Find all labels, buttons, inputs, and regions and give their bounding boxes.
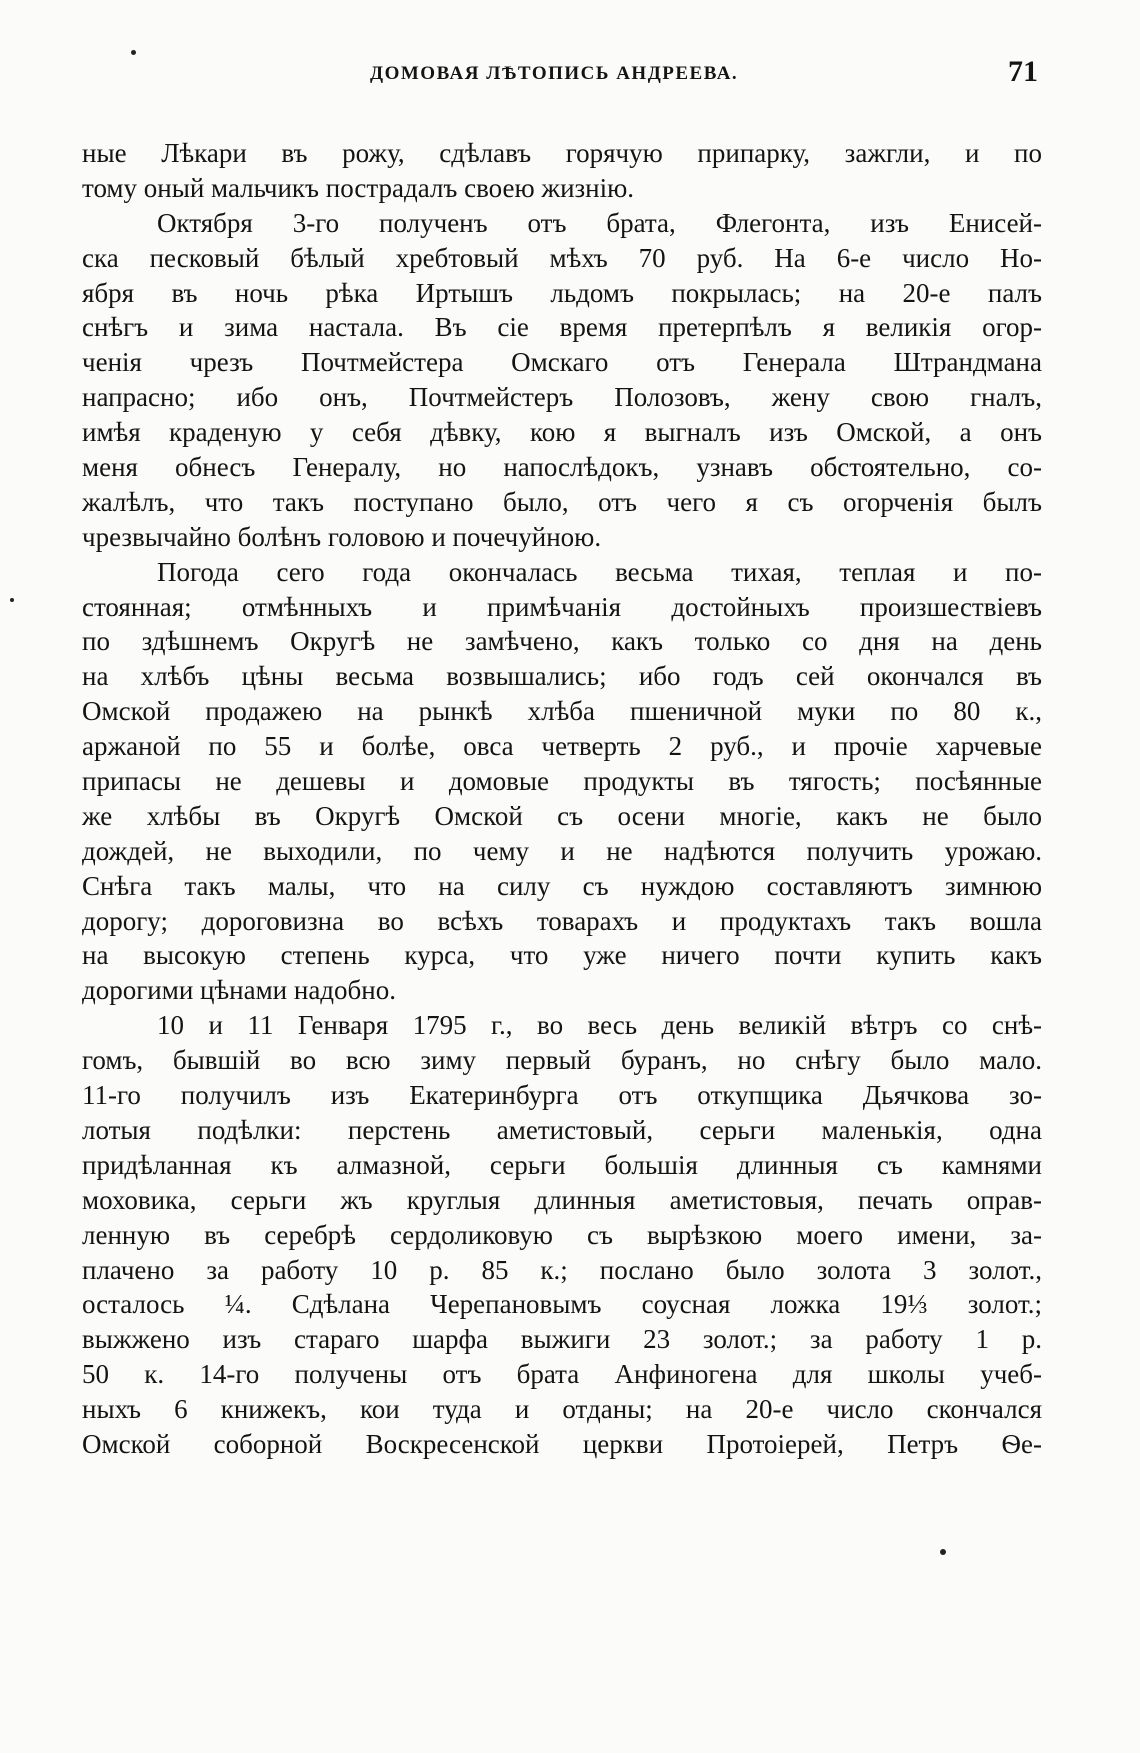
text-line: ныхъ 6 книжекъ, кои туда и отданы; на 20-е число скончался	[82, 1394, 1042, 1425]
text-line: жалѣлъ, что такъ поступано было, отъ чего я съ огорченія былъ	[82, 486, 1042, 517]
text-line: Октября 3-го полученъ отъ брата, Флегонта, изъ Енисей-	[157, 207, 1042, 238]
text-line: имѣя краденую у себя дѣвку, кою я выгналъ изъ Омской, а онъ	[82, 417, 1042, 448]
text-line: напрасно; ибо онъ, Почтмейстеръ Полозовъ, жену свою гналъ,	[82, 382, 1042, 413]
text-line: ные Лѣкари въ рожу, сдѣлавъ горячую припарку, зажгли, и по	[82, 138, 1042, 168]
text-line: плачено за работу 10 р. 85 к.; послано было золота 3 золот.,	[82, 1254, 1042, 1285]
text-line: Снѣга такъ малы, что на силу съ нуждою составляютъ зимнюю	[82, 870, 1042, 901]
text-line: Омской соборной Воскресенской церкви Протоіерей, Петръ Ѳе-	[82, 1428, 1042, 1459]
text-line: дорогу; дороговизна во всѣхъ товарахъ и продуктахъ такъ вошла	[82, 905, 1042, 936]
text-line: ленную въ серебрѣ сердоликовую съ вырѣзкою моего имени, за-	[82, 1219, 1042, 1250]
page-number: 71	[1008, 55, 1038, 88]
text-line: гомъ, бывшій во всю зиму первый буранъ, но снѣгу было мало.	[82, 1045, 1042, 1076]
text-line: ска песковый бѣлый хребтовый мѣхъ 70 руб. На 6-е число Но-	[82, 242, 1042, 273]
text-line: чрезвычайно болѣнъ головою и почечуйною.	[82, 521, 602, 552]
text-line: 10 и 11 Генваря 1795 г., во весь день великій вѣтръ со снѣ-	[157, 1010, 1042, 1041]
text-line: снѣгъ и зима настала. Въ сіе время претерпѣлъ я великія огор-	[82, 312, 1042, 343]
text-line: аржаной по 55 и болѣе, овса четверть 2 руб., и прочіе харчевые	[82, 731, 1042, 762]
text-line: дорогими цѣнами надобно.	[82, 975, 396, 1006]
text-line: припасы не дешевы и домовые продукты въ тягость; посѣянные	[82, 766, 1042, 797]
text-line: 50 к. 14-го получены отъ брата Анфиногена для школы учеб-	[82, 1359, 1042, 1390]
text-line: придѣланная къ алмазной, серьги большія длинныя съ камнями	[82, 1149, 1042, 1180]
text-line: ября въ ночь рѣка Иртышъ льдомъ покрылась; на 20-е палъ	[82, 277, 1042, 308]
text-line: лотыя подѣлки: перстень аметистовый, серьги маленькія, одна	[82, 1114, 1042, 1145]
text-line: выжжено изъ стараго шарфа выжиги 23 золот.; за работу 1 р.	[82, 1324, 1042, 1355]
text-line: на хлѣбъ цѣны весьма возвышались; ибо годъ сей окончался въ	[82, 661, 1042, 692]
text-line: на высокую степень курса, что уже ничего почти купить какъ	[82, 940, 1042, 971]
text-line: 11-го получилъ изъ Екатеринбурга отъ откупщика Дьячкова зо-	[82, 1080, 1042, 1111]
text-line: меня обнесъ Генералу, но напослѣдокъ, узнавъ обстоятельно, со-	[82, 452, 1042, 483]
text-line: Погода сего года окончалась весьма тихая, теплая и по-	[157, 556, 1042, 587]
body-text	[82, 136, 1042, 1462]
print-speck-mark	[940, 1549, 946, 1555]
text-line: моховика, серьги жъ круглыя длинныя аметистовыя, печать оправ-	[82, 1184, 1042, 1215]
text-line: стоянная; отмѣнныхъ и примѣчанія достойныхъ произшествіевъ	[82, 591, 1042, 622]
text-line: по здѣшнемъ Округѣ не замѣчено, какъ только со дня на день	[82, 626, 1042, 657]
text-line: дождей, не выходили, по чему и не надѣются получить урожаю.	[82, 835, 1042, 866]
text-line: осталось ¼. Сдѣлана Черепановымъ соусная ложка 19⅓ золот.;	[82, 1289, 1042, 1320]
text-line: Омской продажею на рынкѣ хлѣба пшеничной муки по 80 к.,	[82, 696, 1042, 727]
text-line: ченія чрезъ Почтмейстера Омскаго отъ Генерала Штрандмана	[82, 347, 1042, 378]
text-line: же хлѣбы въ Округѣ Омской съ осени многіе, какъ не было	[82, 800, 1042, 831]
print-speck-mark	[10, 598, 14, 602]
text-line: тому оный мальчикъ пострадалъ своею жизнію.	[82, 172, 635, 203]
running-title: ДОМОВАЯ ЛѢТОПИСЬ АНДРЕЕВА.	[370, 63, 739, 84]
page-header	[0, 55, 1140, 95]
